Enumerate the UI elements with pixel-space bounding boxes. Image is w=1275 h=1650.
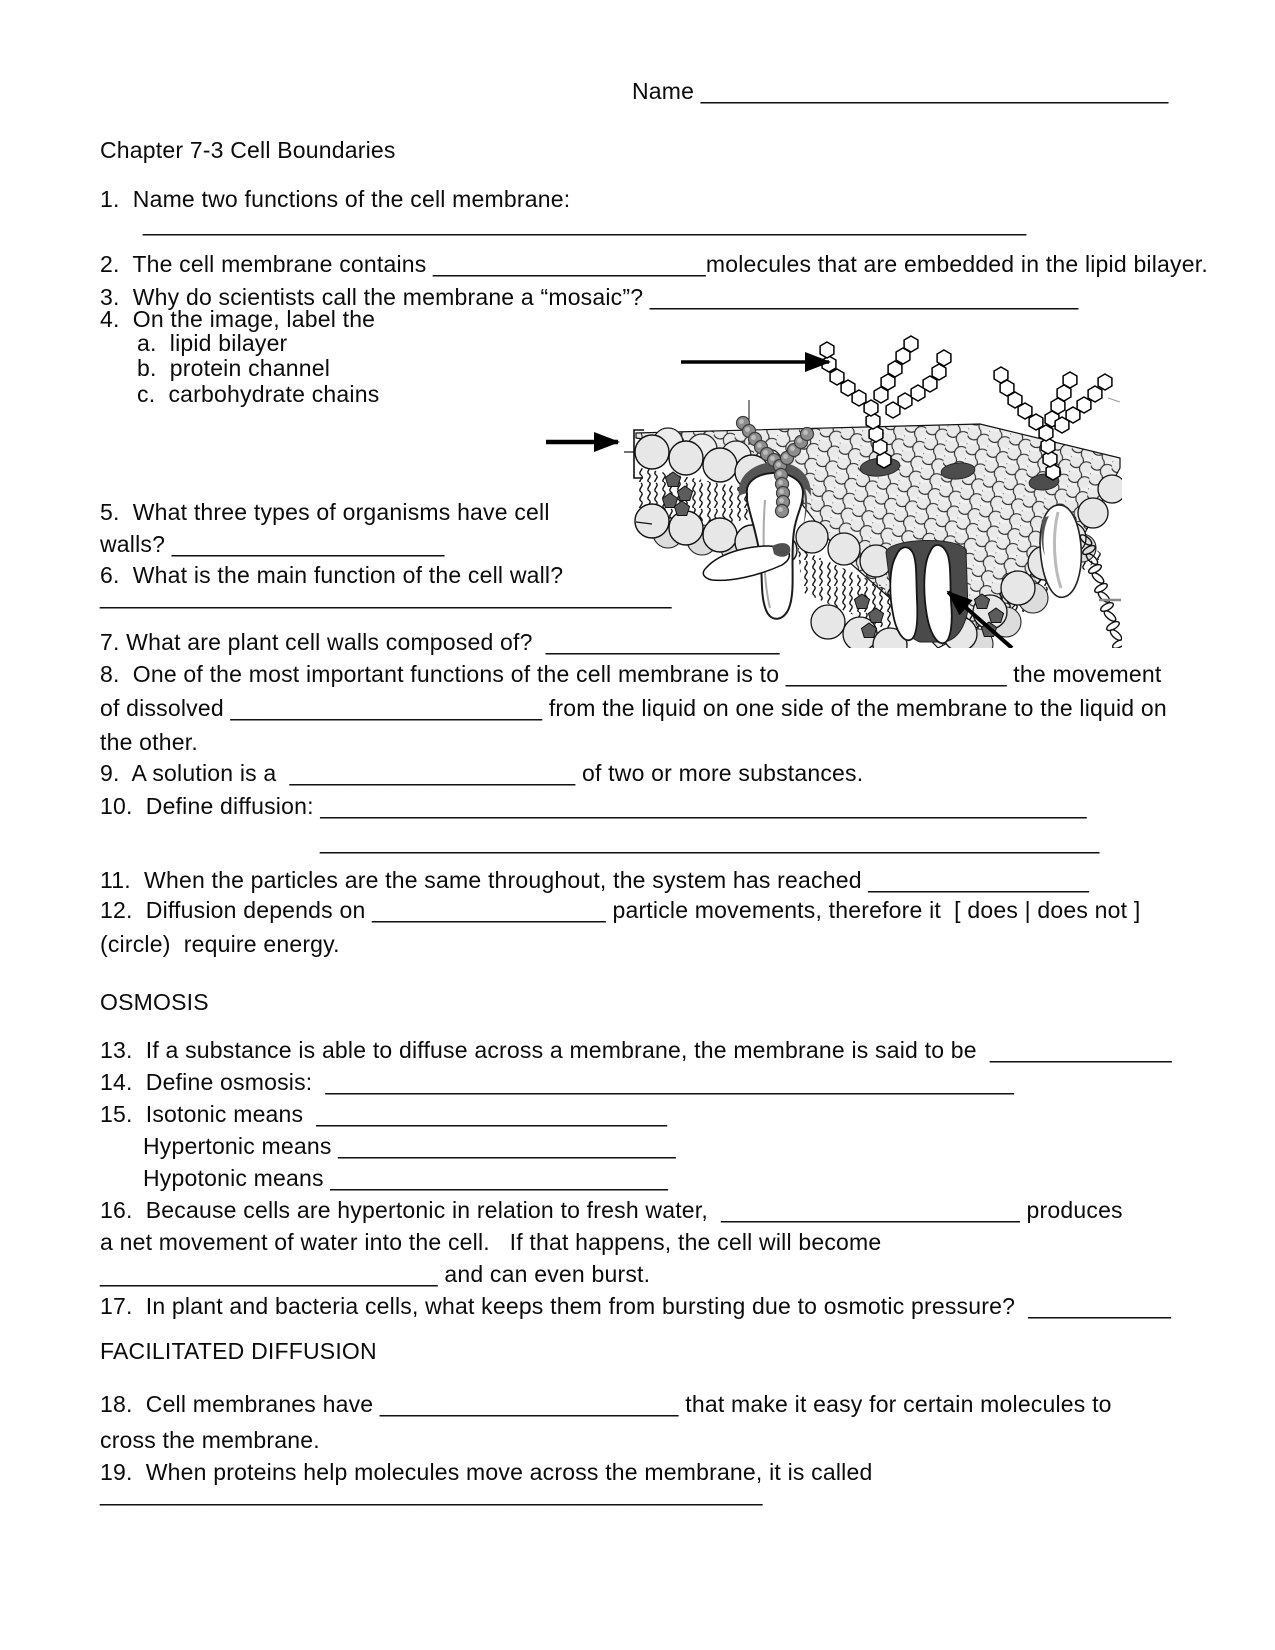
question-2: 2. The cell membrane contains _____________________molecules that are embedded in the lipid bilayer. xyxy=(100,251,1208,277)
question-6: 6. What is the main function of the cell wall? xyxy=(100,562,564,588)
name-field xyxy=(632,78,1168,104)
question-12: 12. Diffusion depends on __________________ particle movements, therefore it [ does | does not ] xyxy=(100,897,1141,923)
question-15-hypotonic: Hypotonic means __________________________ xyxy=(143,1165,669,1191)
question-6-answer-line: ____________________________________________ xyxy=(100,583,672,609)
protein-channel-bottom xyxy=(886,540,968,643)
question-14: 14. Define osmosis: _____________________________________________________ xyxy=(100,1069,1015,1095)
question-19-answer-line: ___________________________________________________ xyxy=(100,1480,763,1506)
question-16-end: __________________________ and can even burst. xyxy=(100,1261,651,1287)
question-19: 19. When proteins help molecules move across the membrane, it is called xyxy=(100,1459,873,1485)
page-title: Chapter 7-3 Cell Boundaries xyxy=(100,137,396,163)
question-16-continued: a net movement of water into the cell. If that happens, the cell will become xyxy=(100,1229,882,1255)
question-15: 15. Isotonic means ___________________________ xyxy=(100,1101,668,1127)
question-7: 7. What are plant cell walls composed of? __________________ xyxy=(100,629,780,655)
question-8-end: the other. xyxy=(100,729,198,755)
name-blank-line: ____________________________________ xyxy=(700,78,1169,104)
question-10: 10. Define diffusion: ___________________________________________________________ xyxy=(100,793,1087,819)
name-label: Name xyxy=(632,78,695,104)
cell-membrane-diagram xyxy=(540,300,1122,648)
question-5: 5. What three types of organisms have cell xyxy=(100,499,550,525)
question-10-answer-line: ____________________________________________________________ xyxy=(320,828,1100,854)
question-15-hypertonic: Hypertonic means __________________________ xyxy=(143,1133,676,1159)
question-18: 18. Cell membranes have _______________________ that make it easy for certain molecules to xyxy=(100,1391,1112,1417)
question-8-continued: of dissolved ________________________ from the liquid on one side of the membrane to the liquid on xyxy=(100,695,1167,721)
question-9: 9. A solution is a ______________________ of two or more substances. xyxy=(100,760,864,786)
question-18-continued: cross the membrane. xyxy=(100,1427,320,1453)
question-13: 13. If a substance is able to diffuse across a membrane, the membrane is said to be ______________ xyxy=(100,1037,1172,1063)
question-4a: a. lipid bilayer xyxy=(137,330,288,356)
question-17: 17. In plant and bacteria cells, what keeps them from bursting due to osmotic pressure? ___________ xyxy=(100,1293,1172,1319)
osmosis-heading: OSMOSIS xyxy=(100,989,209,1015)
arrow-to-lipid-bilayer xyxy=(546,430,644,478)
question-3: 3. Why do scientists call the membrane a “mosaic”? _________________________________ xyxy=(100,284,1079,310)
question-16: 16. Because cells are hypertonic in relation to fresh water, _______________________ produces xyxy=(100,1197,1123,1223)
question-8: 8. One of the most important functions of the cell membrane is to _________________ the movement xyxy=(100,661,1162,687)
question-4c: c. carbohydrate chains xyxy=(137,381,380,407)
question-11: 11. When the particles are the same throughout, the system has reached _________________ xyxy=(100,867,1090,893)
question-1-answer-line: ____________________________________________________________________ xyxy=(143,210,1027,236)
question-4: 4. On the image, label the xyxy=(100,306,376,332)
question-1: 1. Name two functions of the cell membrane: xyxy=(100,186,571,212)
facilitated-diffusion-heading: FACILITATED DIFFUSION xyxy=(100,1338,377,1364)
question-12-continued: (circle) require energy. xyxy=(100,931,340,957)
question-4b: b. protein channel xyxy=(137,355,331,381)
question-5-continued: walls? _____________________ xyxy=(100,531,445,557)
